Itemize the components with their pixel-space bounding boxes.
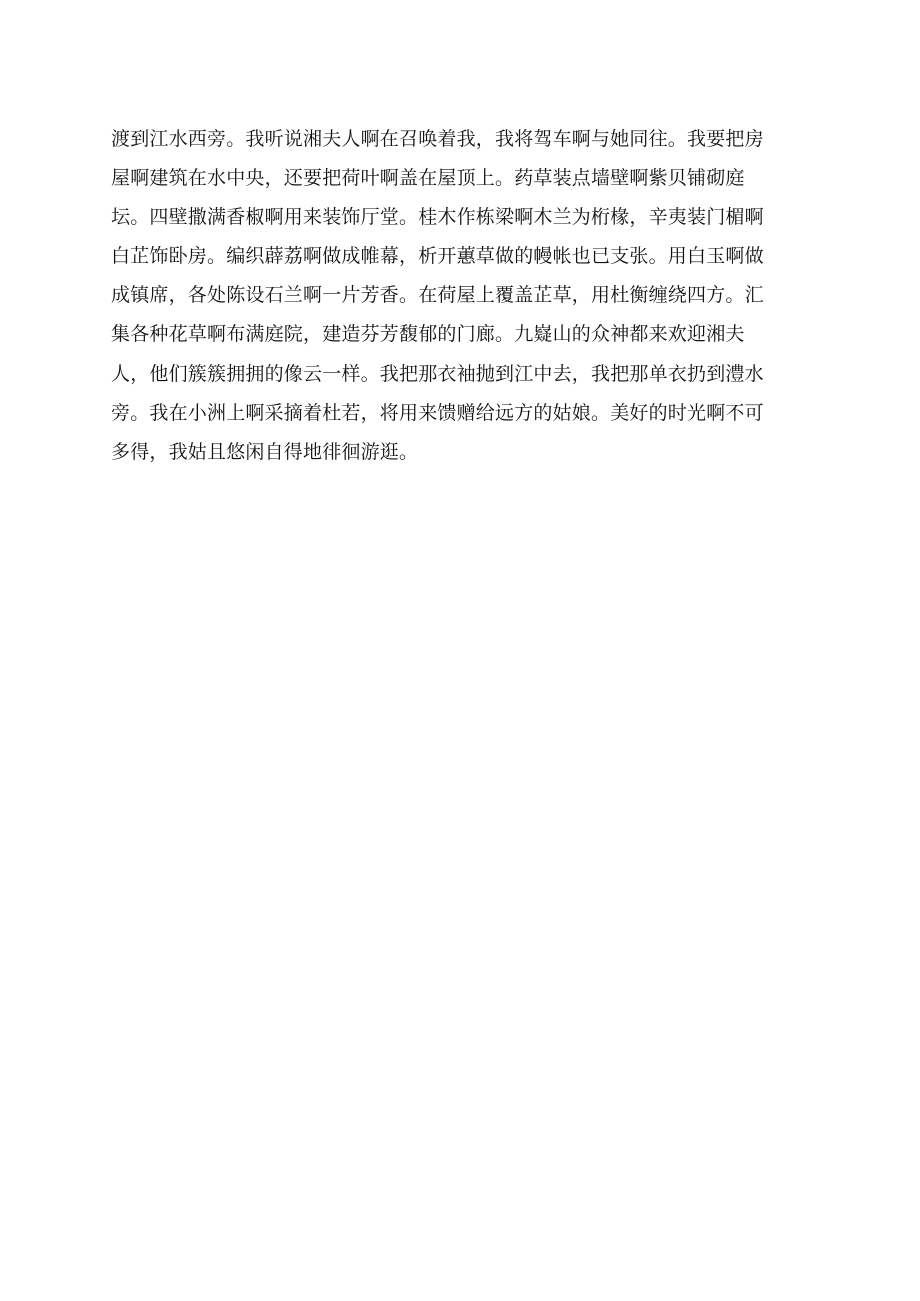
body-paragraph [111,120,811,472]
text-line-3: 坛。四壁撒满香椒啊用来装饰厅堂。桂木作栋梁啊木兰为桁椽，辛夷装门楣啊 [111,206,764,229]
text-line-1: 渡到江水西旁。我听说湘夫人啊在召唤着我，我将驾车啊与她同往。我要把房 [111,128,764,150]
text-line-5: 成镇席，各处陈设石兰啊一片芳香。在荷屋上覆盖芷草，用杜衡缠绕四方。汇 [111,284,764,307]
text-line-6: 集各种花草啊布满庭院，建造芬芳馥郁的门廊。九嶷山的众神都来欢迎湘夫 [111,323,745,346]
text-line-9: 多得，我姑且悠闲自得地徘徊游逛。 [111,440,419,463]
text-line-4: 白芷饰卧房。编织薜荔啊做成帷幕，析开蕙草做的幔帐也已支张。用白玉啊做 [111,245,764,268]
text-line-2: 屋啊建筑在水中央，还要把荷叶啊盖在屋顶上。药草装点墙壁啊紫贝铺砌庭 [111,167,745,190]
text-line-7: 人，他们簇簇拥拥的像云一样。我把那衣袖抛到江中去，我把那单衣扔到澧水 [111,362,764,385]
text-line-8: 旁。我在小洲上啊采摘着杜若，将用来馈赠给远方的姑娘。美好的时光啊不可 [111,401,764,424]
